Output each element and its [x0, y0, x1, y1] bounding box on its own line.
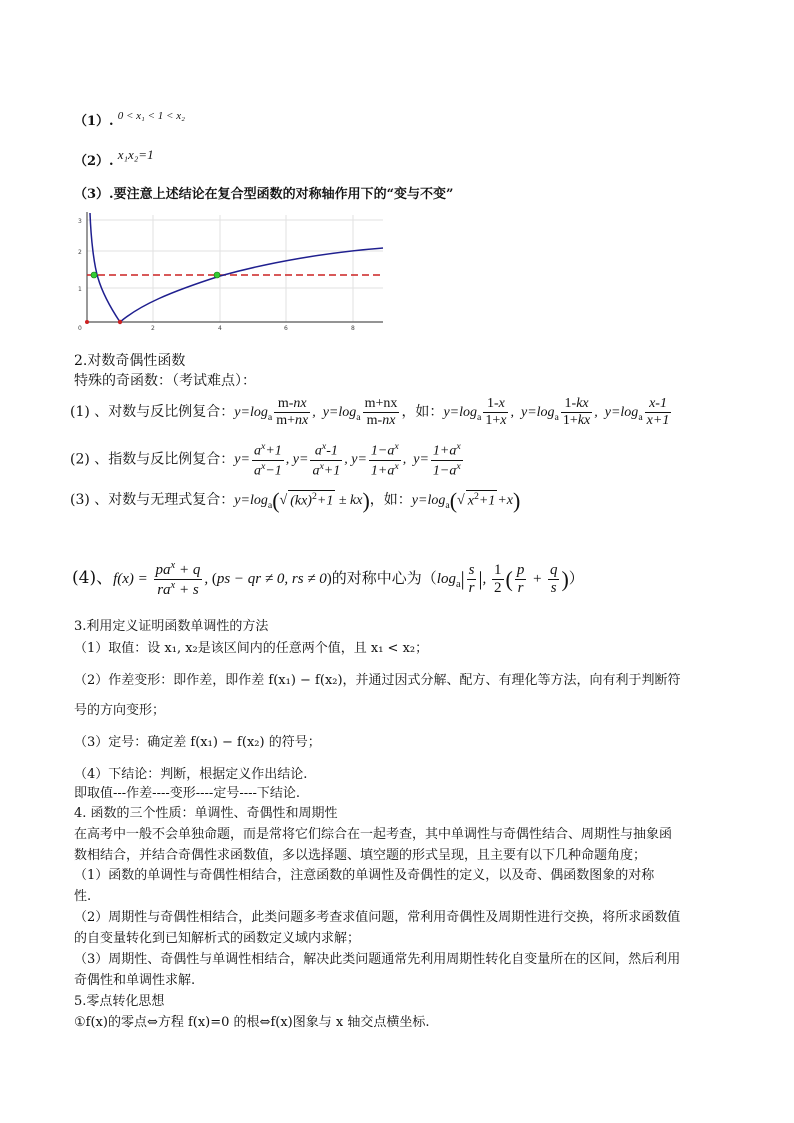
- item-2: [74, 147, 154, 169]
- row1-formula-b: $y=\log_a$ $\frac{1-x}{1+x}$ , $y=\log_a$ $\frac{1-kx}{1+kx}$ , $y=\log_a$ $\frac{x-1}{x+1}$: [443, 396, 670, 429]
- row1-label: (1) 、对数与反比例复合：: [70, 403, 235, 420]
- sec3-title: 3.利用定义证明函数单调性的方法: [74, 619, 269, 634]
- sec2-row-1: [70, 396, 673, 429]
- sec5-line-1: ①f(x)的零点⇔方程 f(x)=0 的根⇔f(x)图象与 x 轴交点横坐标.: [74, 1015, 430, 1030]
- sec4-title: 4. 函数的三个性质：单调性、奇偶性和周期性: [74, 806, 338, 821]
- row4-end: ）: [568, 569, 584, 588]
- item-2-label: （2）.: [74, 154, 114, 169]
- sec2-row-3: [70, 488, 520, 514]
- sec3-step-4: （4）下结论：判断，根据定义作出结论.: [74, 767, 308, 782]
- sec4-line-6: 的自变量转化到已知解析式的函数定义域内求解；: [74, 931, 361, 946]
- sec3-step-3: （3）定号：确定差 f(x₁) − f(x₂) 的符号；: [74, 735, 321, 750]
- item-2-math: x₁x₂=1: [117, 147, 154, 162]
- sec4-line-4: 性.: [74, 889, 92, 904]
- row3-formula-a: $y=\log_a(√$ (kx)$^2$+1 ± kx): [234, 488, 370, 513]
- sec2-subtitle: 特殊的奇函数：（考试难点）：: [74, 373, 256, 389]
- function-graph: [70, 210, 385, 340]
- sec5-title: 5.零点转化思想: [74, 994, 165, 1009]
- origin-point: [85, 320, 89, 324]
- sec4-line-8: 奇偶性和单调性求解.: [74, 973, 196, 988]
- x-tick-2: 2: [151, 325, 155, 332]
- sec4-line-1: 在高考中一般不会单独命题，而是常将它们综合在一起考查，其中单调性与奇偶性结合、周期性与抽象函: [74, 827, 673, 842]
- x-tick-8: 8: [351, 325, 355, 332]
- sec4-line-5: （2）周期性与奇偶性相结合，此类问题多考查求值问题，常利用奇偶性及周期性进行交换，将所求函数值: [74, 910, 681, 925]
- item-3: （3）.要注意上述结论在复合型函数的对称轴作用下的“变与不变”: [74, 187, 454, 202]
- sec3-step-2a: （2）作差变形：即作差，即作差 f(x₁) − f(x₂)，并通过因式分解、配方、有理化等方法，向有利于判断符: [74, 673, 681, 688]
- sec2-row-2: [70, 441, 465, 480]
- row2-formula: y= $\frac{a^x+1}{a^x-1}$ , y= $\frac{a^x-1}{a^x+1}$ , y= $\frac{1-a^x}{1+a^x}$ , y= $\frac{1+a^x}{1-a^x}$: [234, 441, 461, 479]
- sec3-summary: 即取值---作差----变形----定号----下结论.: [74, 786, 301, 801]
- row1-example: ，如：: [401, 403, 444, 420]
- sec4-line-3: （1）函数的单调性与奇偶性相结合，注意函数的单调性及奇偶性的定义，以及奇、偶函数图象的对称: [74, 868, 655, 883]
- intersection-point-2: [214, 272, 220, 278]
- x-tick-4: 4: [218, 325, 222, 332]
- origin-label: 0: [78, 325, 82, 332]
- item-1: [74, 110, 185, 129]
- row3-example: ，如：: [369, 492, 412, 509]
- sec2-row-4: [72, 560, 584, 600]
- row2-label: (2) 、指数与反比例复合：: [70, 451, 235, 468]
- sec3-step-1: （1）取值：设 x₁, x₂是该区间内的任意两个值，且 x₁ < x₂；: [74, 641, 429, 656]
- item-1-label: （1）.: [74, 114, 114, 129]
- row4-label: (4)、: [72, 568, 114, 589]
- y-tick-3: 3: [78, 218, 82, 225]
- row1-formula-a: $y=\log_a$ $\frac{m-nx}{m+nx}$ , $y=\log_a$ $\frac{m+nx}{m-nx}$: [234, 396, 398, 429]
- minimum-point: [118, 320, 122, 324]
- row4-center: $\log_a|$ $\frac{s}{r}$ |, $\frac{1}{2}$ ( $\frac{p}{r}$ + $\frac{q}{s}$ ): [436, 562, 569, 597]
- row3-formula-b: $y=\log_a(√$ $x^2+1 +x$): [411, 488, 521, 513]
- y-tick-1: 1: [78, 286, 82, 293]
- sec2-title: 2.对数奇偶性函数: [74, 353, 186, 369]
- row4-mid: 的对称中心为（: [331, 569, 437, 588]
- row3-label: (3) 、对数与无理式复合：: [70, 492, 235, 509]
- row4-formula: f(x) = $\frac{pa^x + q}{ra^x + s}$ , (ps − qr ≠ 0, rs ≠ 0): [113, 560, 332, 599]
- intersection-point-1: [91, 272, 97, 278]
- item-1-math: 0 < x₁ < 1 < x₂: [117, 110, 185, 122]
- sec3-step-2b: 号的方向变形；: [74, 703, 166, 718]
- sec4-line-7: （3）周期性、奇偶性与单调性相结合，解决此类问题通常先利用周期性转化自变量所在的区间，然后利用: [74, 952, 681, 967]
- y-tick-2: 2: [78, 249, 82, 256]
- sec4-line-2: 数相结合，并结合奇偶性求函数值，多以选择题、填空题的形式呈现，且主要有以下几种命题角度；: [74, 848, 647, 863]
- x-tick-6: 6: [284, 325, 288, 332]
